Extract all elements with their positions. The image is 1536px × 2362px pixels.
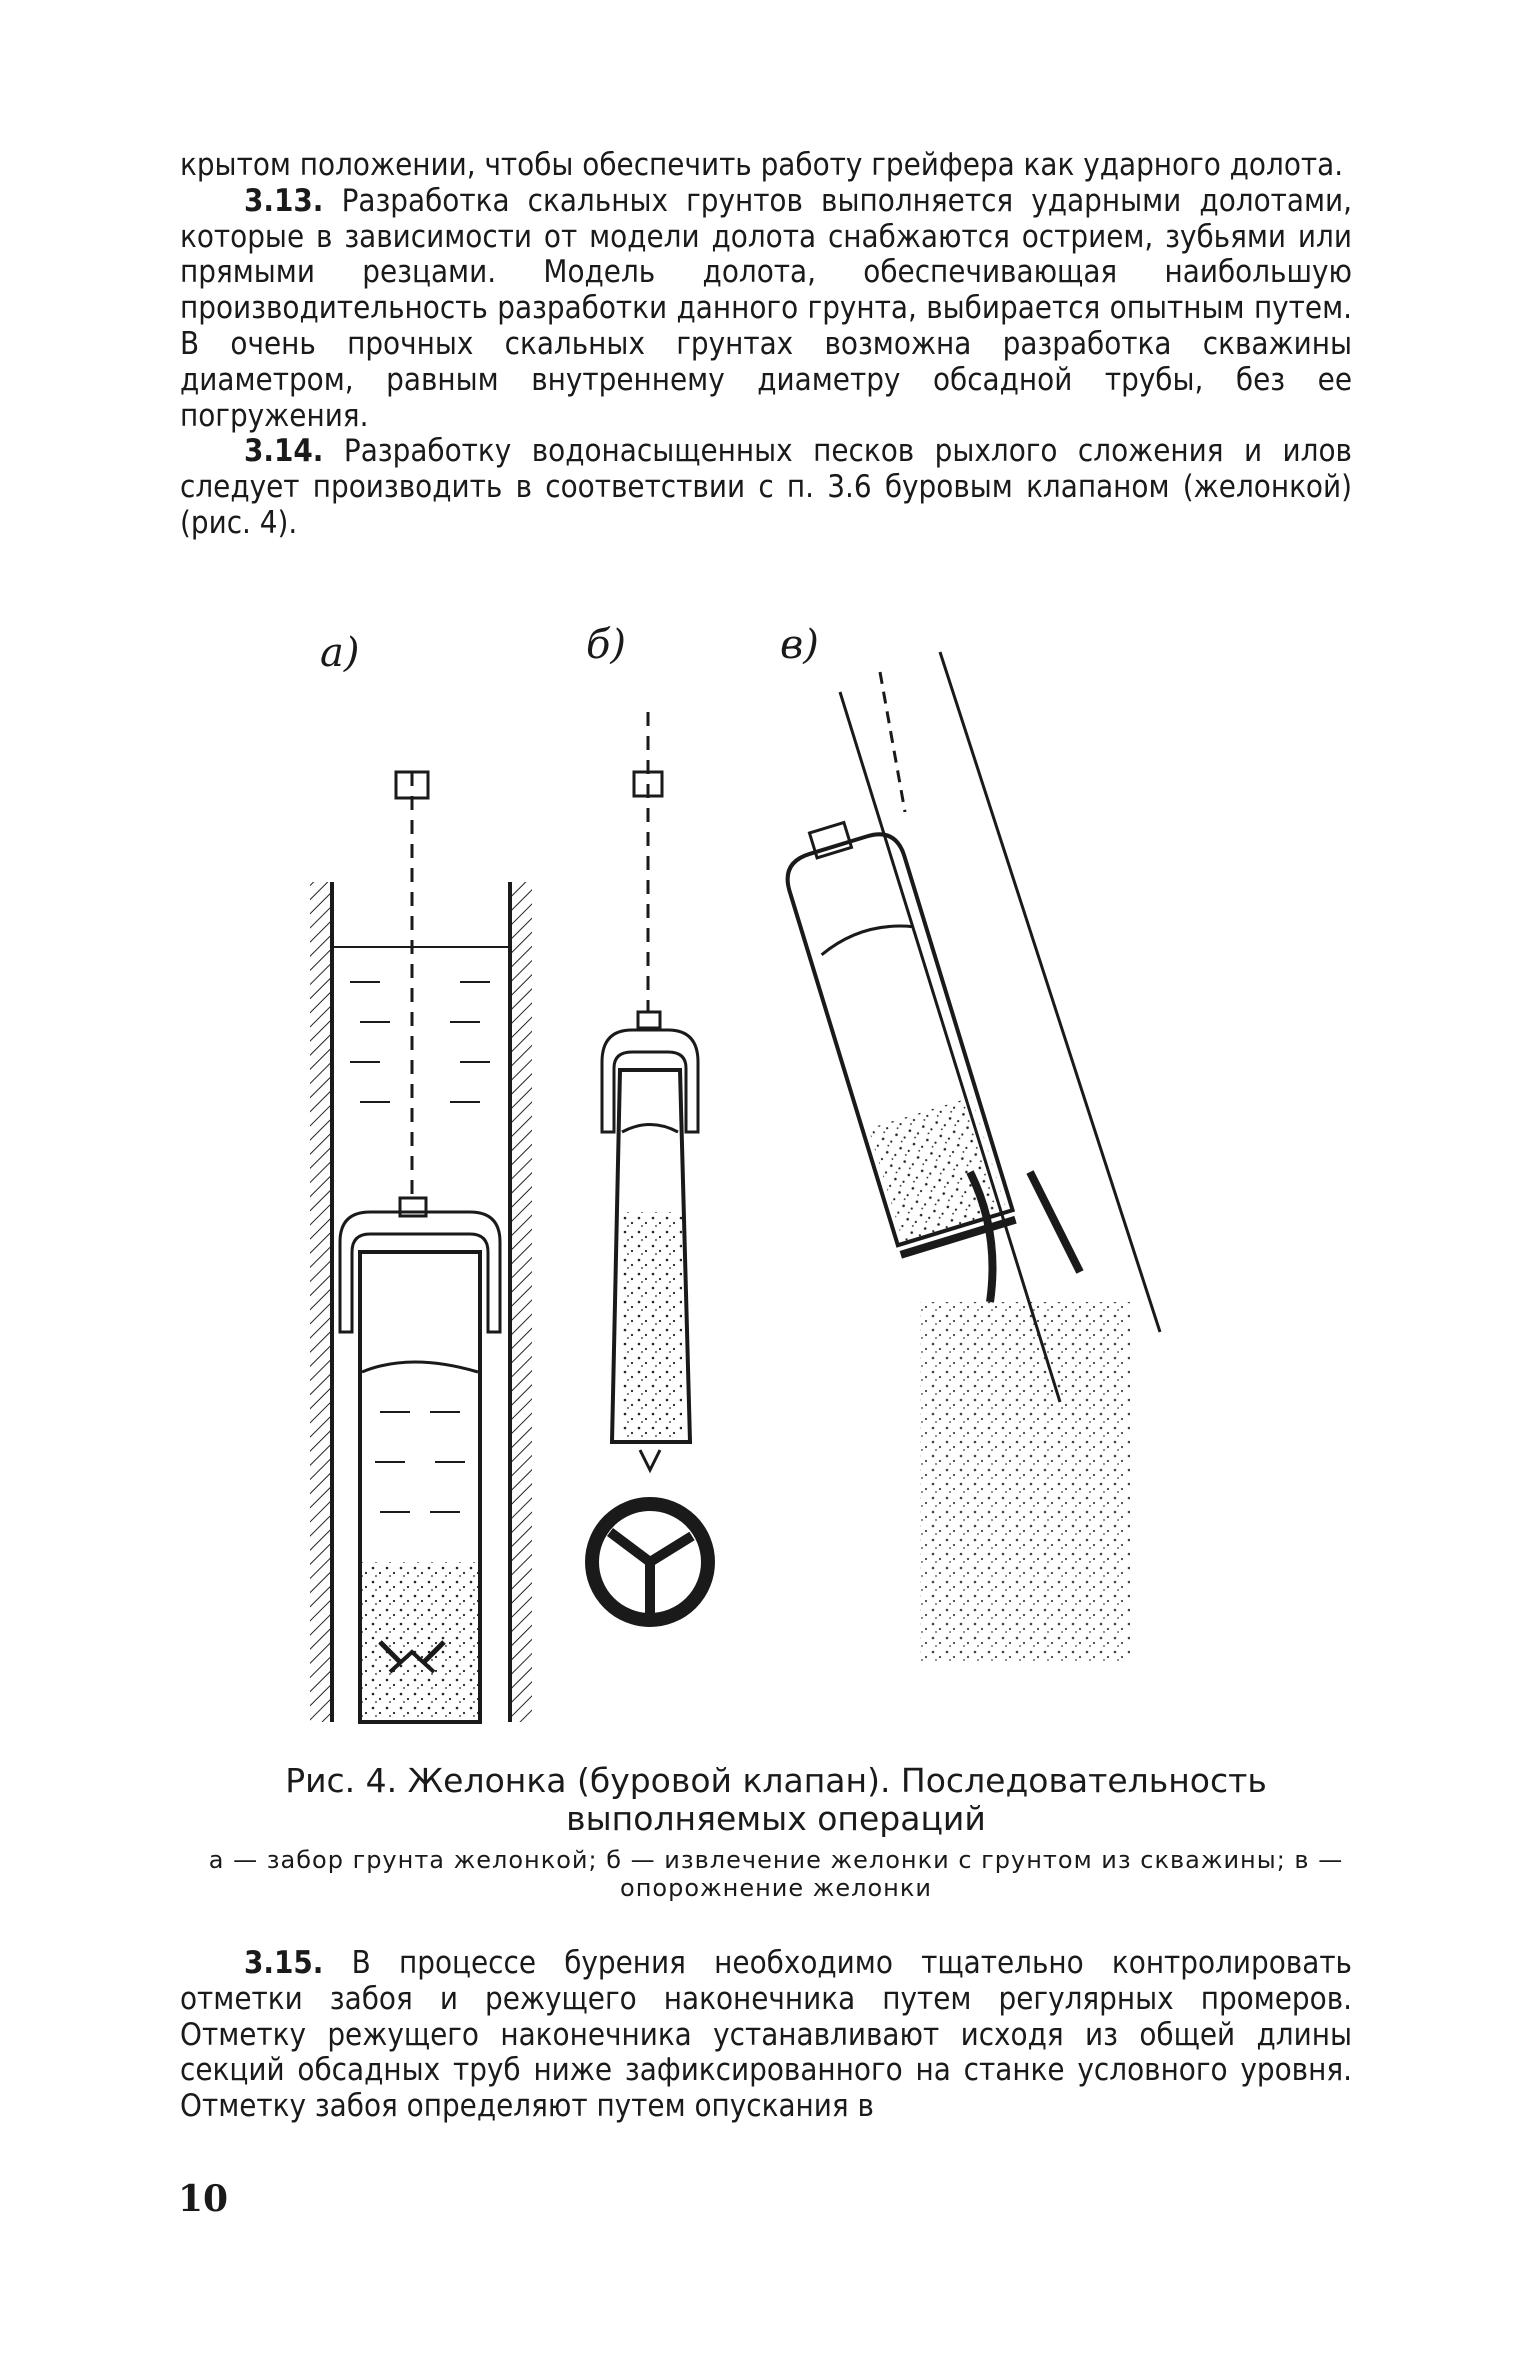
figure-bailer (300, 612, 1260, 1742)
section-number: 3.15. (244, 1945, 324, 1981)
diagram-v (775, 652, 1160, 1662)
bottom-text-block (180, 1946, 1352, 2125)
section-number: 3.14. (244, 433, 324, 470)
figure-label-v: в) (780, 622, 819, 668)
bailer-drawing (300, 612, 1260, 1742)
paragraph-text: Разработку водонасыщенных песков рыхлого сложения и илов следует производить в соответствии с п. 3.6 буровым клапаном (желонкой) (рис. 4). (180, 433, 1352, 541)
section-number: 3.13. (244, 182, 324, 219)
paragraph-text: Разработка скальных грунтов выполняется ударными долотами, которые в зависимости от модели долота снабжаются острием, зубьями или прямыми резцами. Модель долота, обеспечивающая наибольшую производительность разработки данного грунта, выбирается опытным путем. В очень прочных скальных грунтах возможна разработка скважины диаметром, равным внутреннему диаметру обсадной трубы, без ее погружения. (180, 182, 1353, 434)
paragraph-continuation: крытом положении, чтобы обеспечить работу грейфера как ударного долота. (180, 147, 1344, 183)
paragraph-3-14 (180, 434, 1352, 541)
caption-legend: а — забор грунта желонкой; б — извлечение желонки с грунтом из скважины; в — опорожнение желонки (208, 1846, 1344, 1902)
diagram-b (592, 712, 708, 1620)
diagram-a (310, 772, 532, 1722)
figure-label-a: а) (320, 630, 360, 676)
caption-title: Рис. 4. Желонка (буровой клапан). Последовательность выполняемых операций (285, 1761, 1267, 1838)
figure-label-b: б) (586, 622, 627, 668)
page-number: 10 (178, 2178, 229, 2220)
top-text-block (180, 148, 1352, 542)
paragraph-text: В процессе бурения необходимо тщательно контролировать отметки забоя и режущего наконечника путем регулярных промеров. Отметку режущего наконечника устанавливают исходя из общей длины секций обсадных труб ниже зафиксированного на станке условного уровня. Отметку забоя определяют путем опускания в (180, 1945, 1352, 2125)
paragraph-3-13 (180, 184, 1352, 435)
figure-caption (176, 1762, 1376, 1902)
paragraph-3-15 (180, 1946, 1352, 2125)
